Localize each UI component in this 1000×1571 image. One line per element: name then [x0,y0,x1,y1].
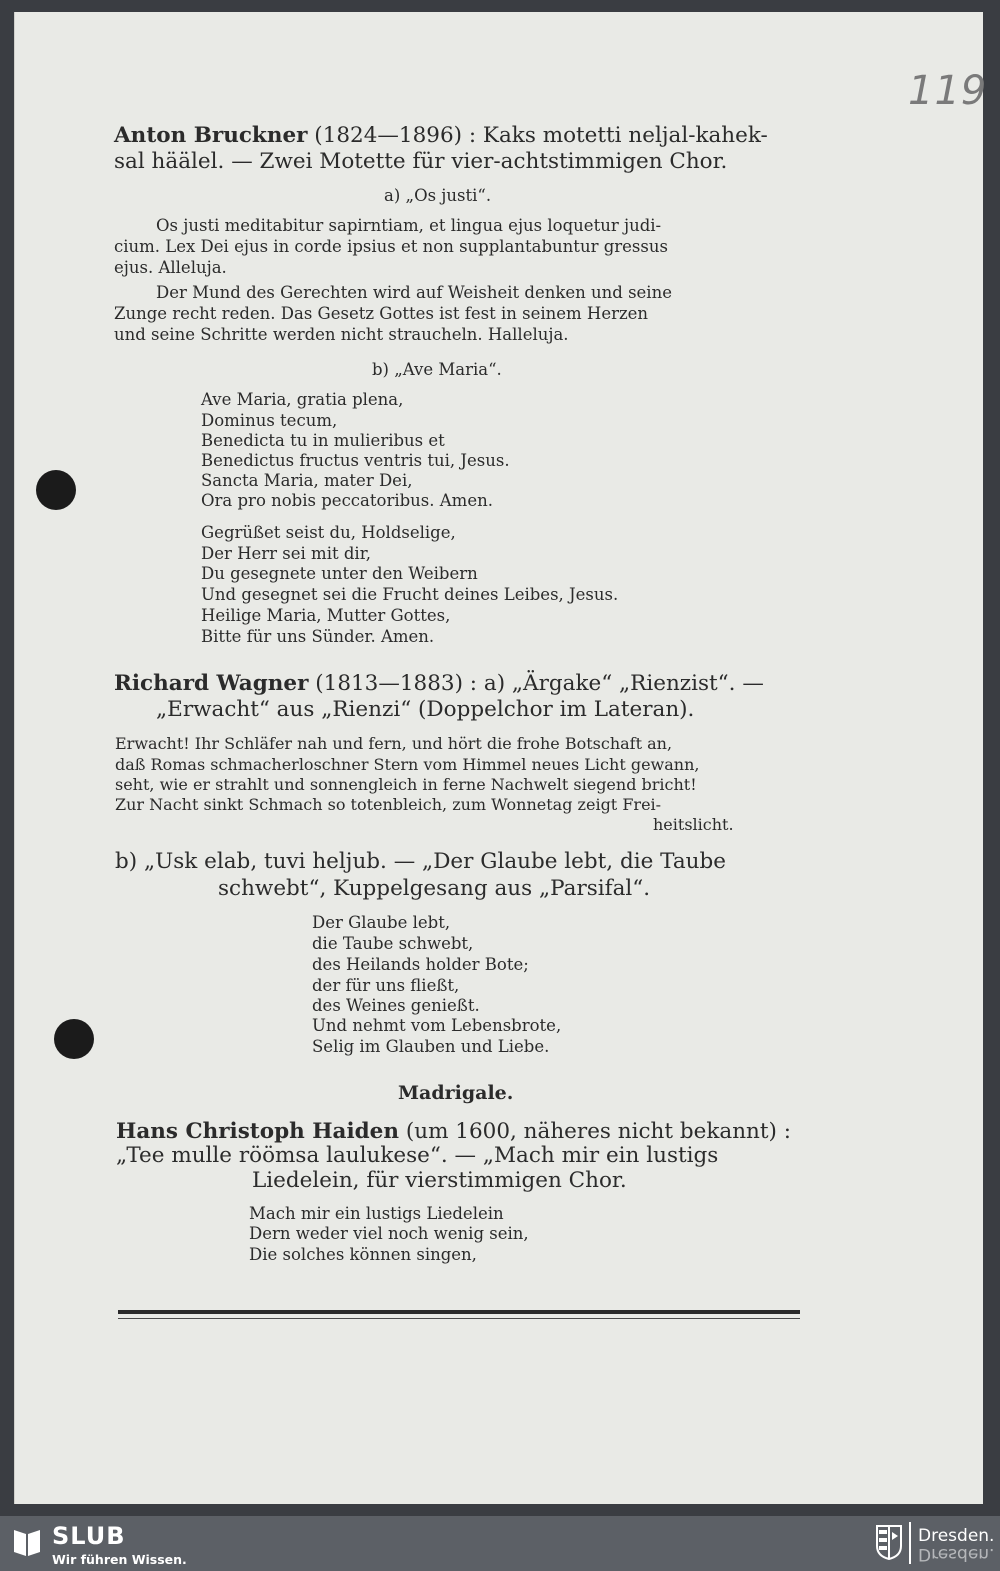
latin-line: cium. Lex Dei ejus in corde ipsius et non supplantabuntur gressus [114,237,668,256]
brand-tagline: Wir führen Wissen. [52,1552,187,1567]
divider-rule [118,1310,800,1314]
wagner-heading [114,670,764,697]
haiden-heading-line3: Liedelein, für vierstimmigen Chor. [252,1168,627,1193]
wagner-heading-line2: „Erwacht“ aus „Rienzi“ (Doppelchor im Lateran). [156,697,695,722]
brand-name[interactable]: SLUB [52,1522,126,1550]
footer-bar [0,1516,1000,1571]
city-name-reflection: Dresden. [918,1544,995,1564]
verse-line: Selig im Glauben und Liebe. [312,1037,550,1056]
verse-line: Benedicta tu in mulieribus et [201,431,445,450]
composer-name: Anton Bruckner [114,123,308,148]
verse-line: Mach mir ein lustigs Liedelein [249,1204,504,1223]
wagner-b-heading: b) „Usk elab, tuvi heljub. — „Der Glaube lebt, die Taube [115,849,726,874]
punch-hole [54,1019,94,1059]
verse-line: Der Glaube lebt, [312,913,451,932]
page-number: 119 [908,68,988,114]
text-line: Erwacht! Ihr Schläfer nah und fern, und hört die frohe Botschaft an, [115,734,673,753]
composer-name: Hans Christoph Haiden [116,1119,399,1144]
text-line: heitslicht. [653,815,734,834]
city-name[interactable]: Dresden. [918,1526,995,1546]
haiden-heading [116,1118,791,1145]
verse-line: die Taube schwebt, [312,934,474,953]
heading-text: (1824—1896) : Kaks motetti neljal-kahek- [307,123,768,148]
verse-line: Der Herr sei mit dir, [201,544,372,563]
bruckner-heading-line2: sal häälel. — Zwei Motette für vier-achtstimmigen Chor. [114,149,728,174]
verse-line: Bitte für uns Sünder. Amen. [201,627,435,646]
book-icon [12,1524,42,1558]
text-line: Zur Nacht sinkt Schmach so totenbleich, zum Wonnetag zeigt Frei- [115,795,662,814]
separator [909,1522,911,1564]
latin-line: ejus. Alleluja. [114,258,227,277]
section-a-title: a) „Os justi“. [384,186,492,205]
city-crest-icon [875,1524,903,1560]
german-line: und seine Schritte werden nicht straucheln. Halleluja. [114,325,569,344]
verse-line: Heilige Maria, Mutter Gottes, [201,606,451,625]
verse-line: Und nehmt vom Lebensbrote, [312,1016,562,1035]
section-title: Madrigale. [398,1082,514,1104]
verse-line: Benedictus fructus ventris tui, Jesus. [201,451,510,470]
text-line: seht, wie er strahlt und sonnengleich in ferne Nachwelt siegend bricht! [115,775,697,794]
latin-line: Os justi meditabitur sapirntiam, et lingua ejus loquetur judi- [156,216,662,235]
text-line: daß Romas schmacherloschner Stern vom Himmel neues Licht gewann, [115,755,700,774]
heading-text: (um 1600, näheres nicht bekannt) : [399,1119,791,1144]
verse-line: der für uns fließt, [312,976,460,995]
german-line: Zunge recht reden. Das Gesetz Gottes ist fest in seinem Herzen [114,304,649,323]
verse-line: des Weines genießt. [312,996,480,1015]
verse-line: Dern weder viel noch wenig sein, [249,1224,529,1243]
verse-line: Dominus tecum, [201,411,338,430]
wagner-b-heading-line2: schwebt“, Kuppelgesang aus „Parsifal“. [218,876,651,901]
haiden-heading-line2: „Tee mulle röömsa laulukese“. — „Mach mir ein lustigs [116,1143,719,1168]
verse-line: Ave Maria, gratia plena, [201,390,404,409]
composer-name: Richard Wagner [114,671,309,696]
verse-line: Sancta Maria, mater Dei, [201,471,413,490]
verse-line: Du gesegnete unter den Weibern [201,564,478,583]
verse-line: Die solches können singen, [249,1245,477,1264]
verse-line: des Heilands holder Bote; [312,955,529,974]
verse-line: Ora pro nobis peccatoribus. Amen. [201,491,493,510]
german-line: Der Mund des Gerechten wird auf Weisheit denken und seine [156,283,672,302]
section-b-title: b) „Ave Maria“. [372,360,502,379]
divider-rule [118,1318,800,1319]
heading-text: (1813—1883) : a) „Ärgake“ „Rienzist“. — [308,671,764,696]
bruckner-heading [114,122,768,149]
punch-hole [36,470,76,510]
verse-line: Und gesegnet sei die Frucht deines Leibes, Jesus. [201,585,619,604]
verse-line: Gegrüßet seist du, Holdselige, [201,523,456,542]
